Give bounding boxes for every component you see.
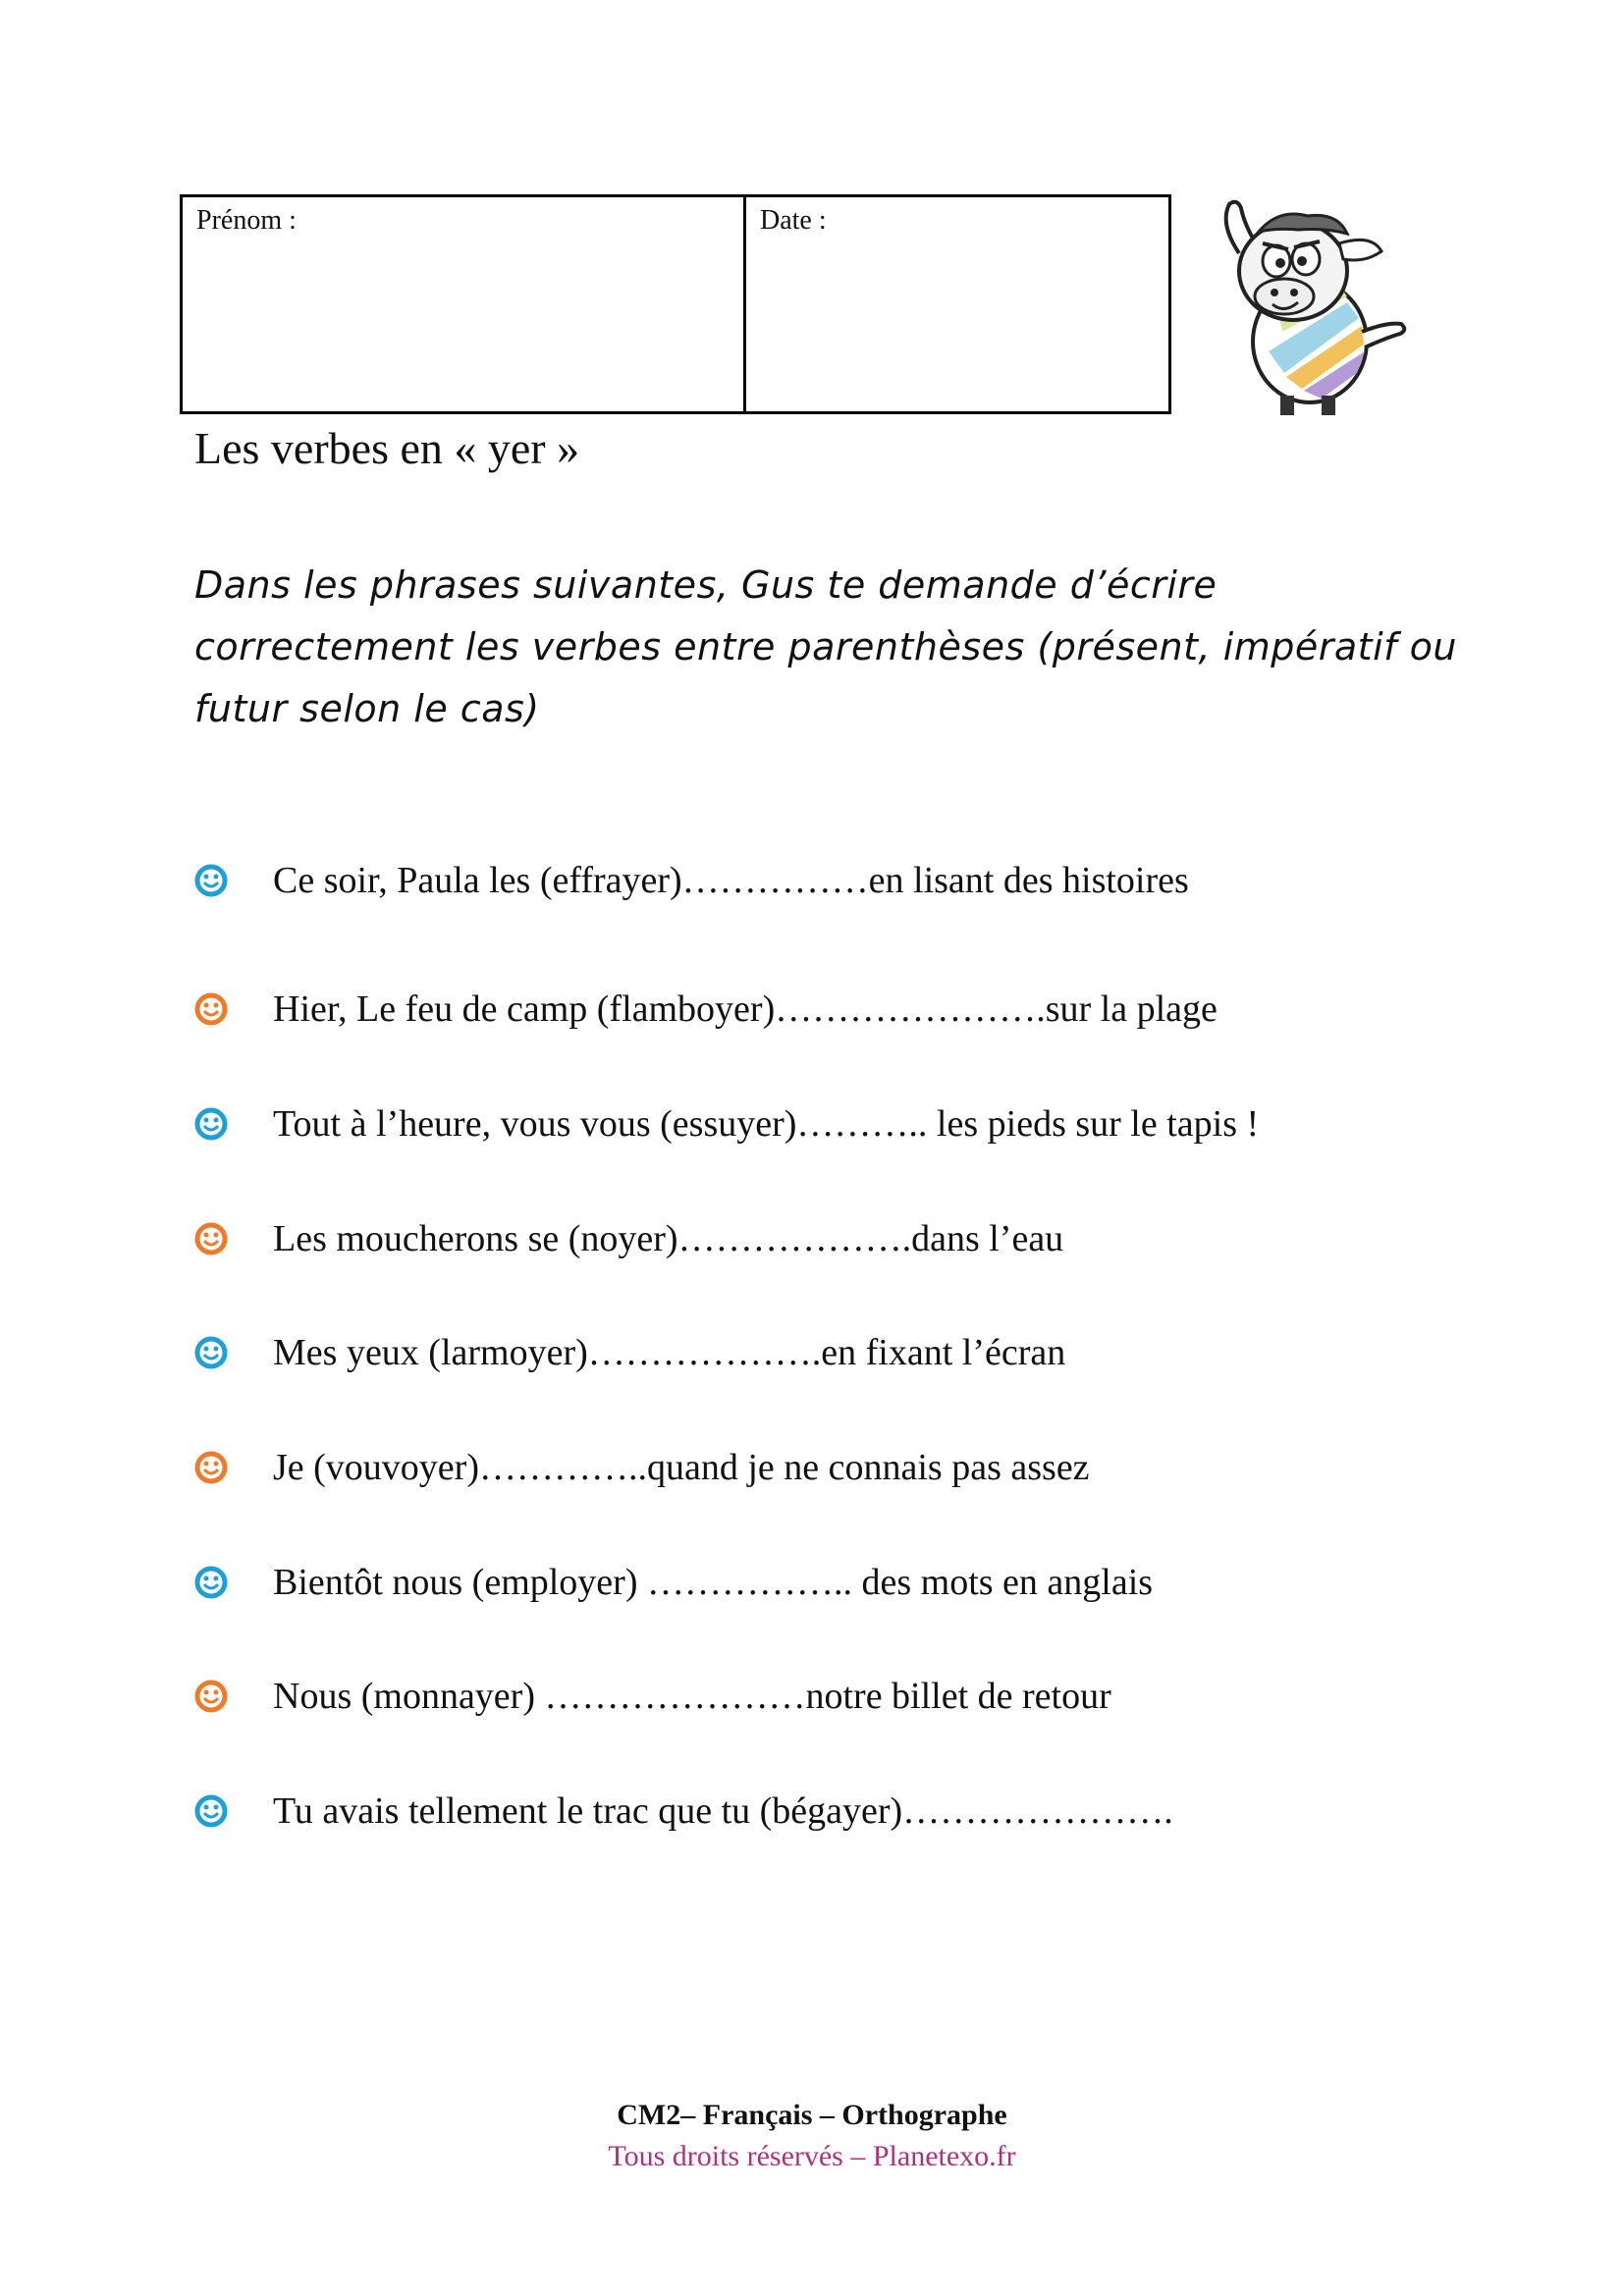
exercise-sentence: Bientôt nous (employer) …………….. des mots en anglais (273, 1562, 1154, 1603)
exercise-sentence: Je (vouvoyer)…………..quand je ne connais pas assez (273, 1447, 1090, 1488)
list-item (194, 1787, 1490, 1836)
smiley-blue-icon (194, 1107, 228, 1141)
list-item (194, 1558, 1490, 1607)
smiley-orange-icon (194, 1451, 228, 1484)
header-table (180, 194, 1171, 414)
date-label: Date : (760, 205, 827, 236)
exercise-sentence: Les moucherons se (noyer)……………….dans l’eau (273, 1218, 1064, 1259)
name-label: Prénom : (196, 205, 297, 236)
list-item (194, 1443, 1490, 1492)
list-item (194, 1328, 1490, 1377)
smiley-orange-icon (194, 1222, 228, 1255)
sheep-mascot-icon (1200, 194, 1416, 420)
smiley-blue-icon (194, 1566, 228, 1599)
exercise-sentence: Tout à l’heure, vous vous (essuyer)……….. les pieds sur le tapis ! (273, 1103, 1260, 1145)
exercise-sentence: Hier, Le feu de camp (flamboyer)………………….sur la plage (273, 988, 1218, 1030)
footer-subject: CM2– Français – Orthographe (617, 2099, 1007, 2131)
list-item (194, 1672, 1490, 1721)
smiley-orange-icon (194, 992, 228, 1026)
smiley-orange-icon (194, 1680, 228, 1713)
exercise-sentence: Mes yeux (larmoyer)……………….en fixant l’écran (273, 1332, 1066, 1373)
smiley-blue-icon (194, 1794, 228, 1828)
smiley-blue-icon (194, 864, 228, 897)
list-item (194, 1099, 1490, 1148)
exercise-sentence: Ce soir, Paula les (effrayer)……………en lisant des histoires (273, 860, 1189, 901)
date-field[interactable] (746, 197, 1168, 411)
page-title: Les verbes en « yer » (194, 423, 580, 473)
exercise-sentence: Tu avais tellement le trac que tu (bégayer)…………………. (273, 1790, 1173, 1832)
list-item (194, 1214, 1490, 1263)
list-item (194, 856, 1490, 905)
exercise-sentence: Nous (monnayer) …………………notre billet de retour (273, 1676, 1111, 1717)
list-item (194, 985, 1490, 1034)
footer-copyright[interactable]: Tous droits réservés – Planetexo.fr (608, 2140, 1016, 2172)
name-field[interactable] (183, 197, 746, 411)
instructions-text: Dans les phrases suivantes, Gus te demande d’écrire correctement les verbes entre parenthèses (présent, impératif ou futur selon le cas) (194, 563, 1457, 730)
smiley-blue-icon (194, 1336, 228, 1369)
